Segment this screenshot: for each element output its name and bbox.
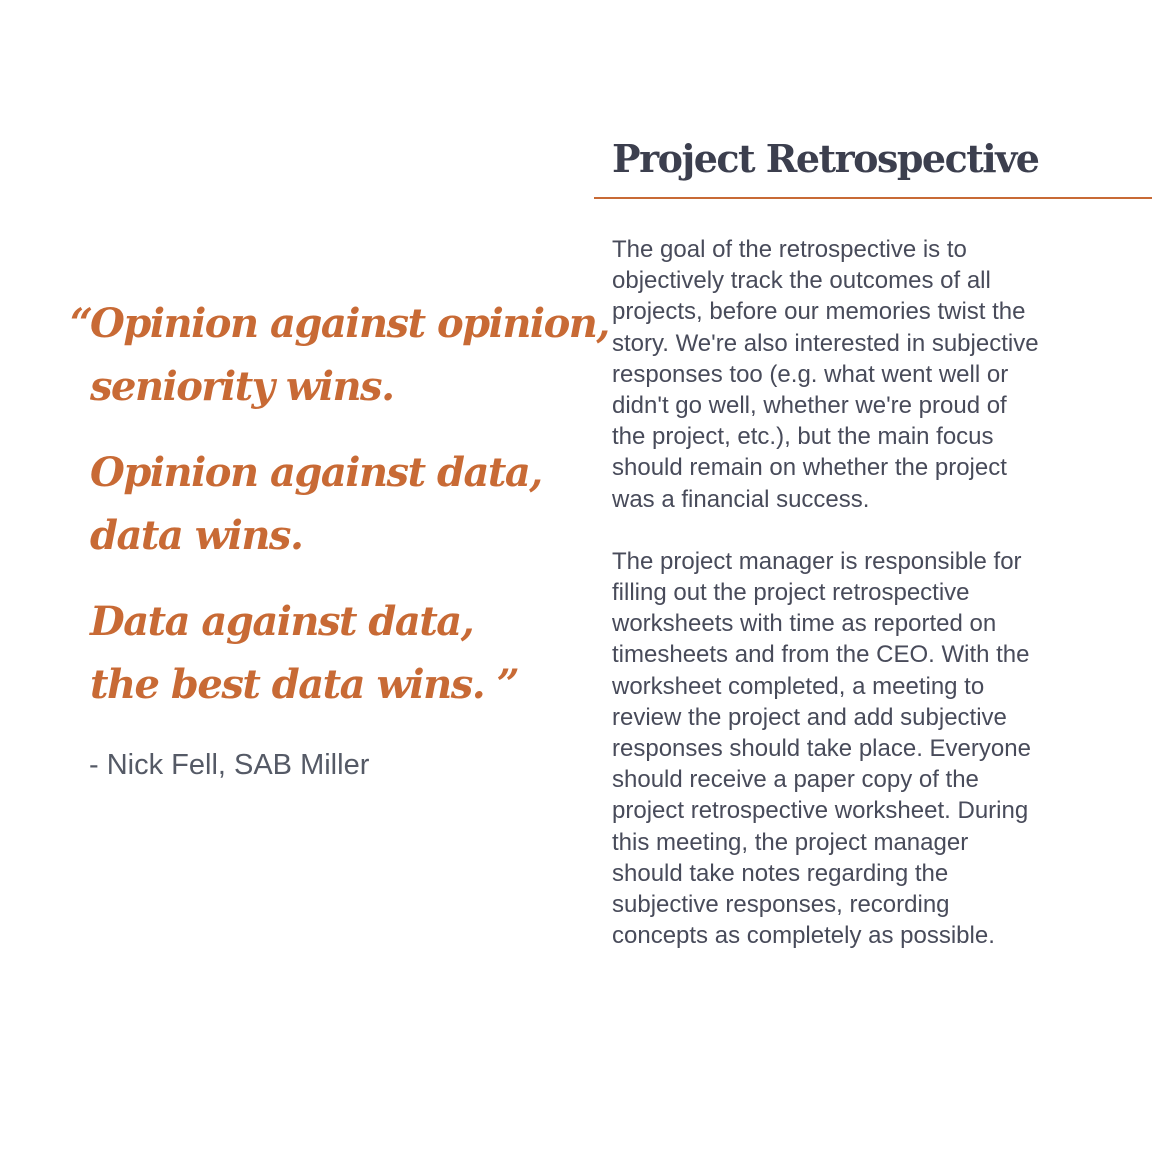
quote-line: Opinion against data,	[90, 449, 542, 496]
title-divider	[594, 197, 1152, 199]
pull-quote	[70, 292, 609, 739]
body-line: timesheets and from the CEO. With the	[612, 641, 1030, 669]
section-body	[612, 234, 1082, 982]
body-line: subjective responses, recording	[612, 891, 950, 919]
quote-stanza-1	[70, 292, 609, 418]
body-line: didn't go well, whether we're proud of	[612, 392, 1007, 420]
body-line: project retrospective worksheet. During	[612, 797, 1029, 825]
body-line: this meeting, the project manager	[612, 828, 969, 856]
body-line: filling out the project retrospective	[612, 579, 970, 607]
quote-line: data wins.	[90, 512, 303, 559]
body-line: responses should take place. Everyone	[612, 735, 1031, 763]
quote-line: seniority wins.	[90, 363, 394, 410]
quote-line	[70, 292, 609, 355]
quote-stanza-2	[70, 441, 590, 567]
body-line: objectively track the outcomes of all	[612, 267, 991, 295]
quote-attribution: - Nick Fell, SAB Miller	[89, 749, 370, 781]
body-line: The goal of the retrospective is to	[612, 236, 967, 263]
body-line: story. We're also interested in subjective	[612, 329, 1039, 357]
body-line: review the project and add subjective	[612, 703, 1007, 731]
body-paragraph-2	[612, 546, 1082, 952]
quote-line-text: Opinion against opinion,	[90, 300, 609, 347]
body-line: projects, before our memories twist the	[612, 298, 1026, 326]
quote-line: Data against data,	[90, 598, 474, 645]
body-line: should take notes regarding the	[612, 859, 949, 887]
body-line: should receive a paper copy of the	[612, 766, 979, 794]
body-line: the project, etc.), but the main focus	[612, 423, 994, 451]
quote-stanza-3	[70, 590, 590, 716]
section-title: Project Retrospective	[612, 136, 1039, 181]
body-line: was a financial success.	[612, 485, 870, 513]
body-line: responses too (e.g. what went well or	[612, 360, 1009, 388]
body-line: The project manager is responsible for	[612, 547, 1022, 575]
body-line: should remain on whether the project	[612, 454, 1007, 482]
body-line: concepts as completely as possible.	[612, 922, 995, 950]
body-paragraph-1	[612, 234, 1082, 515]
body-line: worksheets with time as reported on	[612, 610, 997, 638]
quote-line: the best data wins. ”	[90, 661, 519, 708]
body-line: worksheet completed, a meeting to	[612, 672, 985, 700]
open-quote-mark: “	[70, 300, 92, 347]
